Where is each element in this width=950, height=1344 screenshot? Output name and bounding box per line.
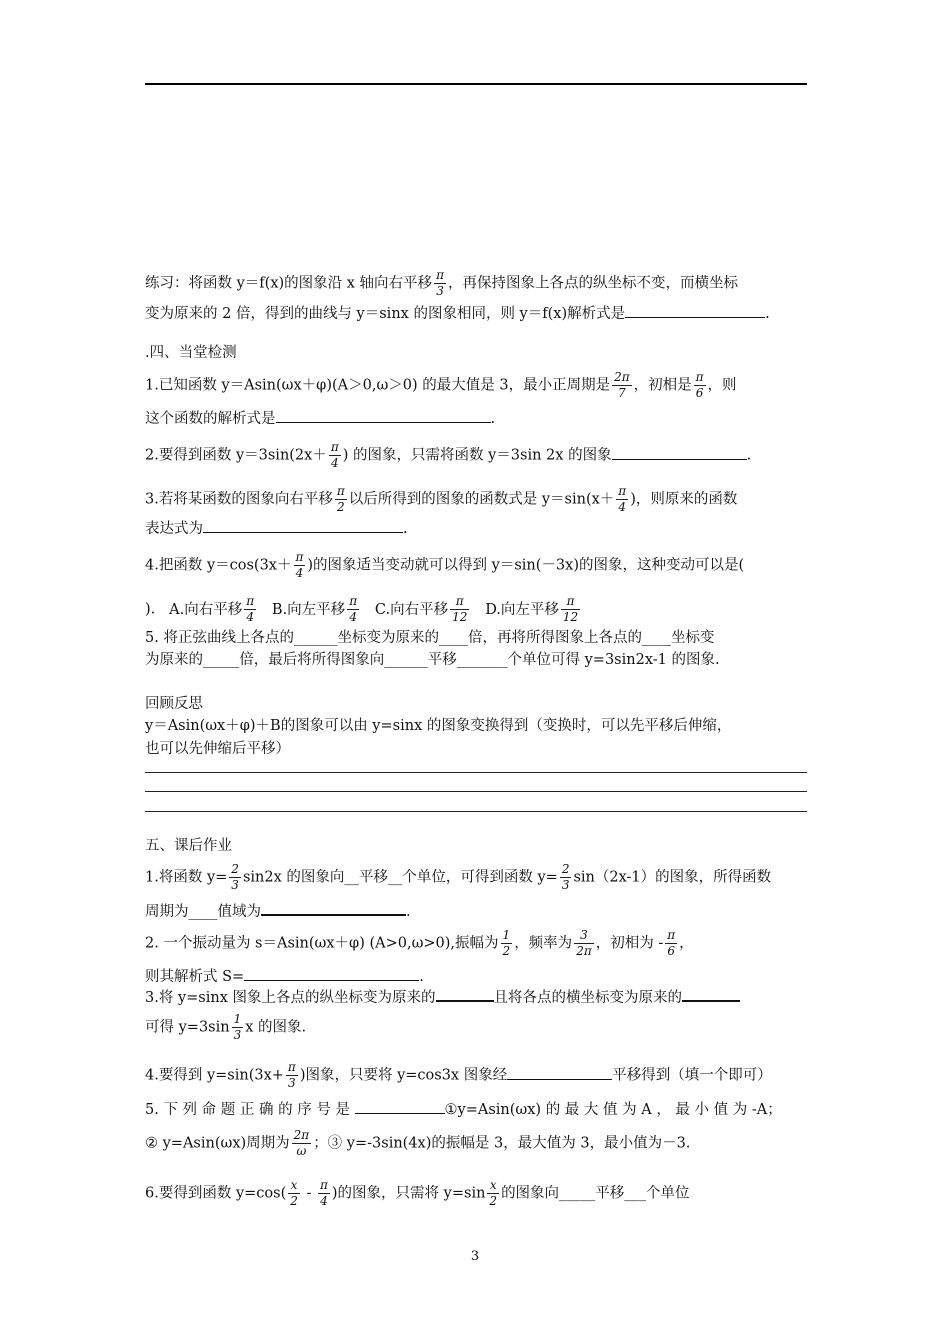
option-c[interactable]: C.向右平移 $\frac{\pi}{12}$ [374,594,468,624]
question-5-line-1: 5. 将正弦曲线上各点的______坐标变为原来的____倍，再将所得图象上各点的____坐标变 [145,630,715,646]
homework-3-line-2: 可得 y=3sin $\frac{1}{3}$ x 的图象. [145,1012,307,1042]
question-4: 4.把函数 y＝cos(3x＋ $\frac{\pi}{4}$ )的图象适当变动就可以得到 y＝sin(－3x)的图象，这种变动可以是( [145,550,745,580]
review-line-1: y＝Asin(ωx＋φ)＋B的图象可以由 y=sinx 的图象变换得到（变换时，可以先平移后伸缩， [145,718,732,734]
homework-1: 1.将函数 y= $\frac{2}{3}$ sin2x 的图象向__平移__个单位，可得到函数 y= $\frac{2}{3}$ sin（2x-1）的图象，所得函数 [145,862,772,892]
answer-blank[interactable] [203,518,403,533]
option-a[interactable]: A.向右平移 $\frac{\pi}{4}$ [169,594,255,624]
question-3: 3.若将某函数的图象向右平移 $\frac{\pi}{2}$ 以后所得到的图象的函数式是 y＝sin(x＋ $\frac{\pi}{4}$ )，则原来的函数 [145,484,738,514]
review-title: 回顾反思 [145,696,203,712]
question-2: 2.要得到函数 y＝3sin(2x＋ $\frac{\pi}{4}$ ) 的图象，只需将函数 y＝3sin 2x 的图象 . [145,440,752,470]
section-5-title: 五、课后作业 [145,838,232,854]
answer-blank[interactable] [625,303,765,318]
page-number: 3 [470,1249,480,1264]
question-3-line-2: 表达式为 . [145,518,408,539]
writing-line[interactable] [145,811,807,812]
homework-1-line-2: 周期为____值域为 . [145,900,411,922]
homework-5: 5. 下 列 命 题 正 确 的 序 号 是 ①y=Asin(ωx) 的 最 大 值 为 A ， 最 小 值 为 -A； [145,1099,782,1120]
answer-blank[interactable] [436,986,494,1002]
question-1: 1.已知函数 y＝Asin(ωx＋φ)(A＞0,ω＞0) 的最大值是 3，最小正周期是 $\frac{2\pi}{7}$ ，初相是 $\frac{\pi}{6}$ ，则 [145,370,737,400]
question-1-line-2: 这个函数的解析式是 . [145,408,495,429]
question-5-line-2: 为原来的_____倍，最后将所得图象向______平移_______个单位可得 y=3sin2x-1 的图象. [145,652,720,668]
answer-blank[interactable] [507,1065,612,1080]
answer-blank[interactable] [261,900,406,916]
fraction: $\frac{\pi}{3}$ [436,268,444,298]
review-line-2: 也可以先伸缩后平移） [145,741,290,757]
homework-4: 4.要得到 y=sin(3x+ $\frac{\pi}{3}$ )图象，只要将 y=cos3x 图象经 平移得到（填一个即可） [145,1060,772,1090]
answer-blank[interactable] [276,408,491,423]
practice-line-2: 变为原来的 2 倍，得到的曲线与 y＝sinx 的图象相同，则 y＝f(x)解析式是 . [145,303,770,324]
practice-line-1: 练习：将函数 y＝f(x)的图象沿 x 轴向右平移 $\frac{\pi}{3}$ ，再保持图象上各点的纵坐标不变，而横坐标 [145,268,738,298]
homework-3: 3.将 y=sinx 图象上各点的纵坐标变为原来的 且将各点的横坐标变为原来的 [145,986,740,1008]
header-rule [145,83,807,85]
answer-blank[interactable] [244,966,419,981]
answer-blank[interactable] [355,1099,445,1114]
question-4-options: ). A.向右平移 $\frac{\pi}{4}$ B.向左平移 $\frac{\pi}{4}$ C.向右平移 $\frac{\pi}{12}$ D.向左平移 $\frac{\pi}{12}$ [145,594,582,625]
answer-blank[interactable] [612,445,747,460]
homework-2-line-2: 则其解析式 S= . [145,966,424,987]
writing-line[interactable] [145,791,807,792]
homework-2: 2. 一个振动量为 s＝Asin(ωx＋φ) (A>0,ω>0),振幅为 $\frac{1}{2}$ ，频率为 $\frac{3}{2\pi}$ ，初相为 - $\frac{\pi}{6}$ ， [145,928,694,958]
section-4-title: .四、当堂检测 [145,345,237,361]
option-d[interactable]: D.向左平移 $\frac{\pi}{12}$ [485,594,579,624]
option-b[interactable]: B.向左平移 $\frac{\pi}{4}$ [271,594,358,624]
writing-line[interactable] [145,772,807,773]
homework-6: 6.要得到函数 y=cos( $\frac{x}{2}$ - $\frac{\pi}{4}$ )的图象，只需将 y=sin $\frac{x}{2}$ 的图象向_____平移___个单位 [145,1178,690,1208]
homework-5-line-2: ② y=Asin(ωx)周期为 $\frac{2\pi}{\omega}$ ；③ y=-3sin(4x)的振幅是 3，最大值为 3，最小值为－3. [145,1128,691,1158]
answer-blank[interactable] [682,986,740,1002]
